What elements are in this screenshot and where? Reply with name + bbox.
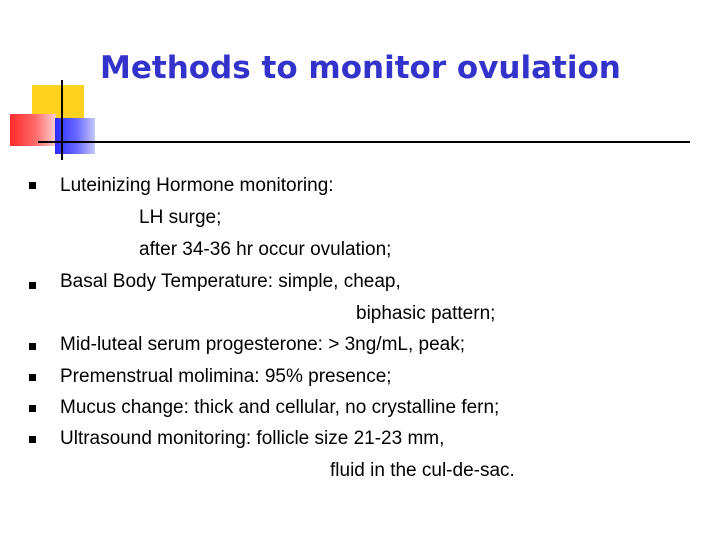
- bullet-square-icon: [29, 182, 36, 189]
- bullet-square-icon: [29, 343, 36, 350]
- bullet-continuation: LH surge;: [139, 207, 222, 228]
- bullet-text: Mucus change: thick and cellular, no crystalline fern;: [60, 397, 500, 418]
- bullet-square-icon: [29, 405, 36, 412]
- bullet-text: Premenstrual molimina: 95% presence;: [60, 366, 392, 387]
- bullet-text: Ultrasound monitoring: follicle size 21-23 mm,: [60, 428, 445, 449]
- bullet-continuation: biphasic pattern;: [356, 303, 496, 324]
- slide-title: Methods to monitor ovulation: [100, 50, 621, 86]
- bullet-continuation: fluid in the cul-de-sac.: [330, 460, 515, 481]
- bullet-square-icon: [29, 282, 36, 289]
- bullet-text: Basal Body Temperature: simple, cheap,: [60, 271, 401, 292]
- bullet-text: Mid-luteal serum progesterone: > 3ng/mL, peak;: [60, 334, 466, 355]
- bullet-square-icon: [29, 436, 36, 443]
- bullet-square-icon: [29, 374, 36, 381]
- bullet-continuation: after 34-36 hr occur ovulation;: [139, 239, 392, 260]
- bullet-text: Luteinizing Hormone monitoring:: [60, 175, 334, 196]
